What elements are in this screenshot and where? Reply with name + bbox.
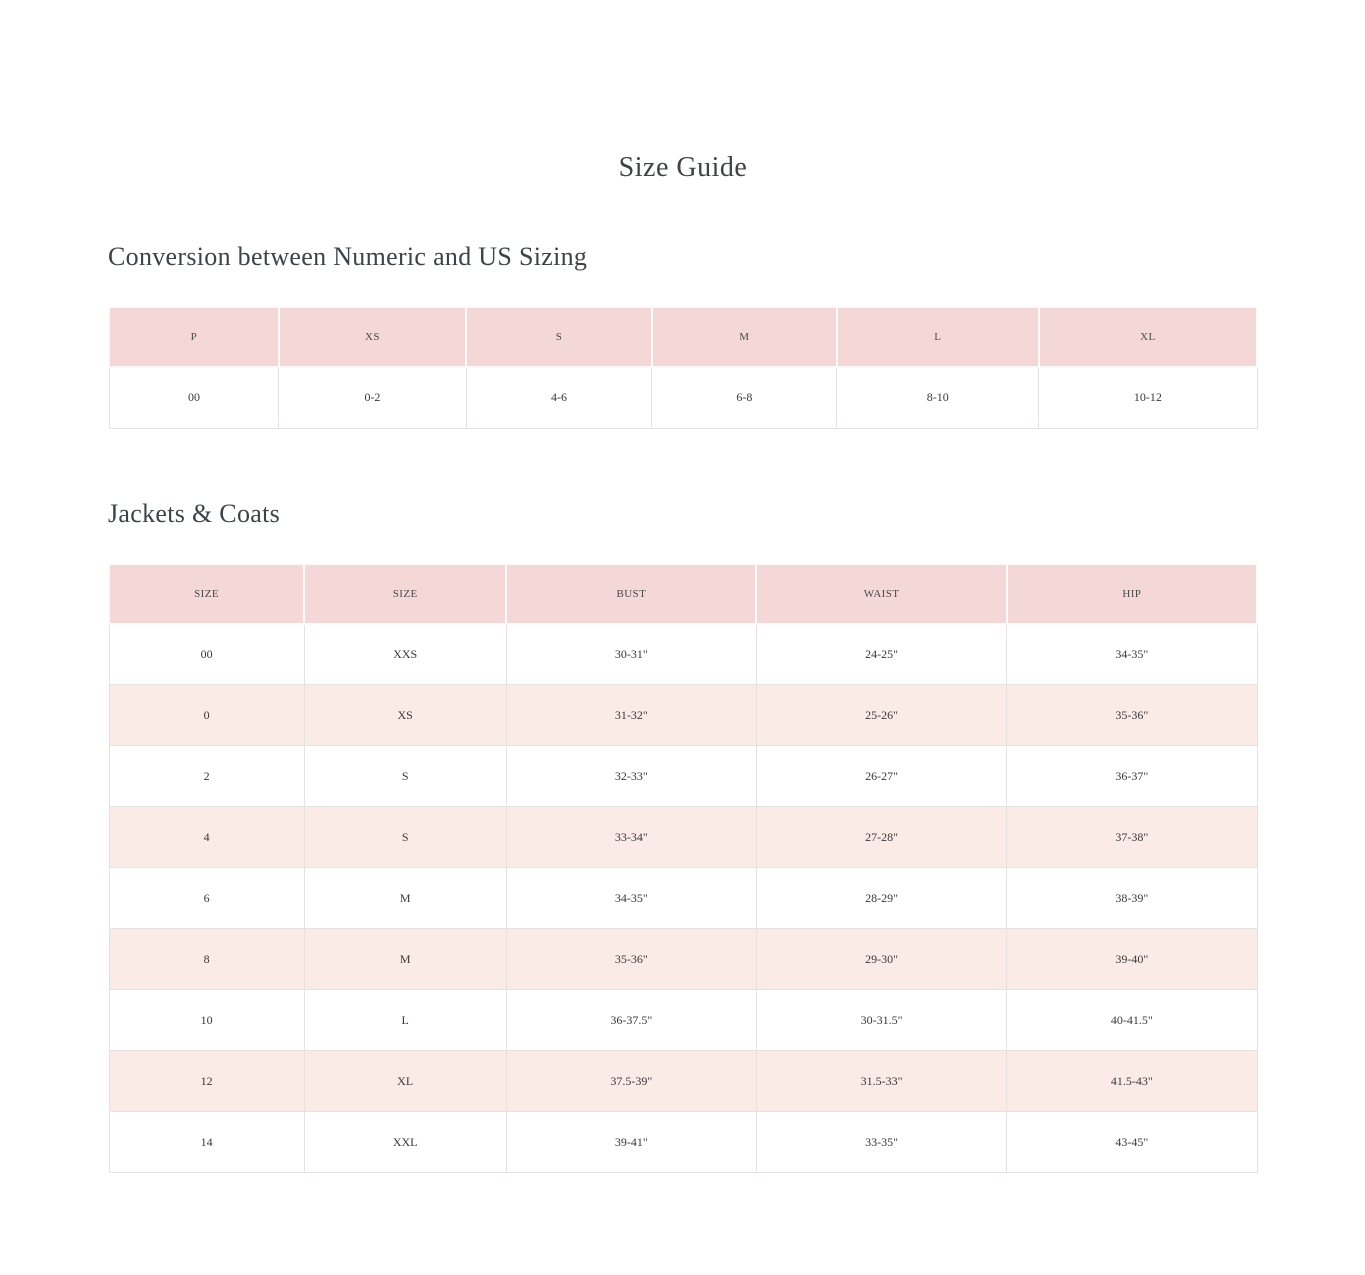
table-cell: S [304, 746, 506, 807]
table-cell: 29-30" [756, 929, 1006, 990]
table-row [109, 990, 1257, 1051]
table-row [109, 746, 1257, 807]
table-row [109, 807, 1257, 868]
table-cell: 26-27" [756, 746, 1006, 807]
table-cell: 0 [109, 685, 304, 746]
table-cell: 43-45" [1007, 1112, 1257, 1173]
column-header: SIZE [304, 564, 506, 624]
table-cell: 25-26" [756, 685, 1006, 746]
column-header: XS [279, 307, 466, 367]
table-cell: 36-37" [1007, 746, 1257, 807]
table-cell: 27-28" [756, 807, 1006, 868]
table-row [109, 1112, 1257, 1173]
table-cell: 0-2 [279, 367, 466, 428]
table-cell: 37-38" [1007, 807, 1257, 868]
column-header: SIZE [109, 564, 304, 624]
table-cell: 30-31" [506, 624, 756, 685]
table-cell: 39-41" [506, 1112, 756, 1173]
table-row [109, 624, 1257, 685]
table-cell: 32-33" [506, 746, 756, 807]
table-cell: 28-29" [756, 868, 1006, 929]
table-cell: 40-41.5" [1007, 990, 1257, 1051]
conversion-sizing-table [108, 306, 1258, 429]
table-cell: 12 [109, 1051, 304, 1112]
table-cell: XL [304, 1051, 506, 1112]
table-cell: XS [304, 685, 506, 746]
table-cell: 41.5-43" [1007, 1051, 1257, 1112]
table-cell: 30-31.5" [756, 990, 1006, 1051]
table-cell: 4 [109, 807, 304, 868]
column-header: XL [1039, 307, 1257, 367]
table-cell: 34-35" [506, 868, 756, 929]
table-cell: 00 [109, 367, 279, 428]
table-cell: 8 [109, 929, 304, 990]
column-header: P [109, 307, 279, 367]
table-cell: 10-12 [1039, 367, 1257, 428]
table-cell: 6 [109, 868, 304, 929]
header-row [109, 307, 1257, 367]
section-jackets-coats [108, 499, 1258, 1174]
table-cell: 34-35" [1007, 624, 1257, 685]
section-conversion [108, 242, 1258, 429]
table-cell: XXL [304, 1112, 506, 1173]
jackets-coats-table [108, 563, 1258, 1174]
column-header: HIP [1007, 564, 1257, 624]
table-cell: 39-40" [1007, 929, 1257, 990]
table-cell: 33-35" [756, 1112, 1006, 1173]
table-cell: 10 [109, 990, 304, 1051]
table-row [109, 1051, 1257, 1112]
column-header: M [652, 307, 837, 367]
table-cell: XXS [304, 624, 506, 685]
table-cell: 36-37.5" [506, 990, 756, 1051]
table-cell: 38-39" [1007, 868, 1257, 929]
table-cell: 33-34" [506, 807, 756, 868]
table-cell: 14 [109, 1112, 304, 1173]
table-cell: S [304, 807, 506, 868]
section-heading-conversion: Conversion between Numeric and US Sizing [108, 242, 588, 271]
table-row [109, 868, 1257, 929]
table-cell: 00 [109, 624, 304, 685]
header-row [109, 564, 1257, 624]
table-cell: 31-32" [506, 685, 756, 746]
column-header: WAIST [756, 564, 1006, 624]
table-cell: 24-25" [756, 624, 1006, 685]
table-row [109, 685, 1257, 746]
table-cell: 35-36" [506, 929, 756, 990]
table-cell: 6-8 [652, 367, 837, 428]
table-cell: M [304, 929, 506, 990]
table-cell: 35-36" [1007, 685, 1257, 746]
page-title: Size Guide [618, 152, 748, 183]
table-cell: 31.5-33" [756, 1051, 1006, 1112]
column-header: L [837, 307, 1039, 367]
column-header: S [466, 307, 652, 367]
table-cell: 8-10 [837, 367, 1039, 428]
column-header: BUST [506, 564, 756, 624]
table-row [109, 929, 1257, 990]
table-cell: 4-6 [466, 367, 652, 428]
table-cell: 2 [109, 746, 304, 807]
table-cell: 37.5-39" [506, 1051, 756, 1112]
section-heading-jackets-coats: Jackets & Coats [108, 498, 281, 528]
table-cell: M [304, 868, 506, 929]
table-row [109, 367, 1257, 428]
table-cell: L [304, 990, 506, 1051]
